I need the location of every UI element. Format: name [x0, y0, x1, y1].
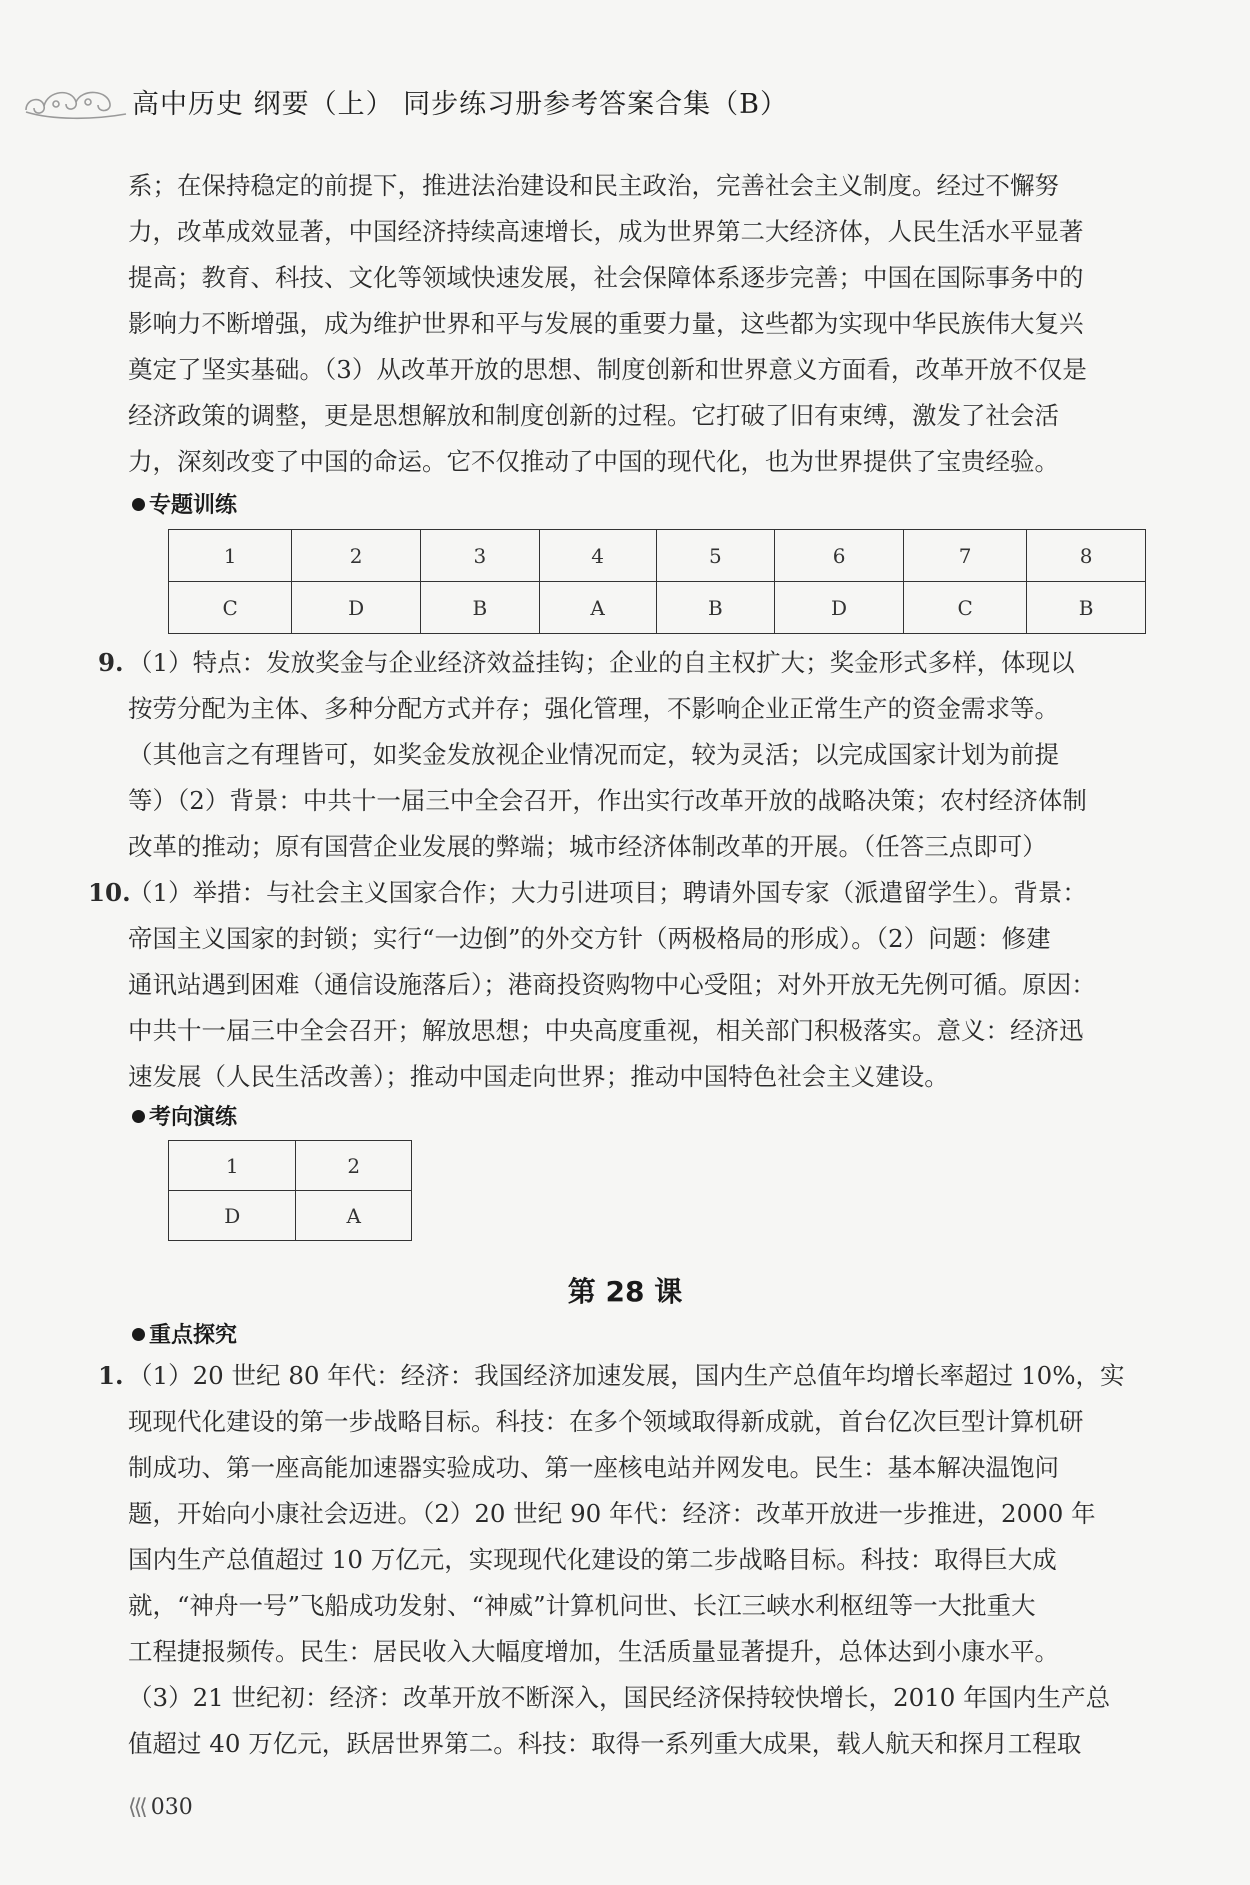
lesson-title: 第 28 课 [567, 1275, 683, 1308]
text-line: 改革的推动；原有国营企业发展的弊端；城市经济体制改革的开展。（任答三点即可） [128, 832, 1047, 861]
table-cell: A [296, 1191, 412, 1241]
table-cell: B [656, 582, 775, 634]
text-line: 经济政策的调整，更是思想解放和制度创新的过程。它打破了旧有束缚，激发了社会活 [128, 401, 1059, 430]
text-line: 力，深刻改变了中国的命运。它不仅推动了中国的现代化，也为世界提供了宝贵经验。 [128, 447, 1059, 476]
answer-table-special-training [168, 529, 1146, 634]
question-number: 1. [98, 1361, 124, 1390]
table-cell: B [1027, 582, 1146, 634]
page-footer [128, 1795, 193, 1820]
text-line: 力，改革成效显著，中国经济持续高速增长，成为世界第二大经济体，人民生活水平显著 [128, 217, 1084, 246]
text-line: （1）举措：与社会主义国家合作；大力引进项目；聘请外国专家（派遣留学生）。背景： [128, 878, 1087, 907]
table-cell: B [421, 582, 540, 634]
intro-paragraph [128, 163, 1143, 485]
answer-table-exam-practice [168, 1140, 412, 1241]
table-cell: 3 [421, 530, 540, 582]
table-row-numbers [169, 1141, 412, 1191]
question-9 [98, 640, 1143, 870]
text-line: （1）20 世纪 80 年代：经济：我国经济加速发展，国内生产总值年均增长率超过 10%，实 [128, 1361, 1125, 1390]
bullet-icon [132, 1328, 145, 1341]
section-heading-exam-practice: 考向演练 [132, 1100, 237, 1131]
text-line: 国内生产总值超过 10 万亿元，实现现代化建设的第二步战略目标。科技：取得巨大成 [128, 1545, 1057, 1574]
table-cell: 4 [539, 530, 656, 582]
text-line: 中共十一届三中全会召开；解放思想；中央高度重视，相关部门积极落实。意义：经济迅 [128, 1016, 1084, 1045]
header-title: 高中历史 纲要（上） 同步练习册参考答案合集（B） [132, 89, 789, 120]
text-line: 制成功、第一座高能加速器实验成功、第一座核电站并网发电。民生：基本解决温饱问 [128, 1453, 1059, 1482]
table-cell: 1 [169, 1141, 296, 1191]
question-1 [98, 1353, 1143, 1767]
table-cell: C [903, 582, 1026, 634]
text-line: 按劳分配为主体、多种分配方式并存；强化管理，不影响企业正常生产的资金需求等。 [128, 694, 1059, 723]
table-cell: 2 [292, 530, 421, 582]
text-line: 工程捷报频传。民生：居民收入大幅度增加，生活质量显著提升，总体达到小康水平。 [128, 1637, 1059, 1666]
text-line: 影响力不断增强，成为维护世界和平与发展的重要力量，这些都为实现中华民族伟大复兴 [128, 309, 1084, 338]
question-number: 9. [98, 648, 124, 677]
text-line: 值超过 40 万亿元，跃居世界第二。科技：取得一系列重大成果，载人航天和探月工程取 [128, 1729, 1082, 1758]
text-line: 题，开始向小康社会迈进。（2）20 世纪 90 年代：经济：改革开放进一步推进，2000 年 [128, 1499, 1096, 1528]
text-line: 等）（2）背景：中共十一届三中全会召开，作出实行改革开放的战略决策；农村经济体制 [128, 786, 1087, 815]
text-line: 奠定了坚实基础。（3）从改革开放的思想、制度创新和世界意义方面看，改革开放不仅是 [128, 355, 1087, 384]
text-line: 就，“神舟一号”飞船成功发射、“神威”计算机问世、长江三峡水利枢纽等一大批重大 [128, 1591, 1036, 1620]
bullet-icon [132, 1110, 145, 1123]
text-line: 帝国主义国家的封锁；实行“一边倒”的外交方针（两极格局的形成）。（2）问题：修建 [128, 924, 1051, 953]
section-heading-special-training: 专题训练 [132, 488, 237, 519]
cloud-ornament-icon [22, 80, 132, 130]
question-number: 10. [88, 878, 131, 907]
bullet-icon [132, 498, 145, 511]
section-heading-key-inquiry: 重点探究 [132, 1318, 237, 1349]
table-cell: 2 [296, 1141, 412, 1191]
text-line: （3）21 世纪初：经济：改革开放不断深入，国民经济保持较快增长，2010 年国内生产总 [128, 1683, 1111, 1712]
table-row-answers [169, 582, 1146, 634]
table-cell: 5 [656, 530, 775, 582]
table-row-numbers [169, 530, 1146, 582]
question-10 [88, 870, 1143, 1100]
table-cell: A [539, 582, 656, 634]
page-header [22, 80, 1172, 130]
text-line: 提高；教育、科技、文化等领域快速发展，社会保障体系逐步完善；中国在国际事务中的 [128, 263, 1084, 292]
table-row-answers [169, 1191, 412, 1241]
table-cell: 8 [1027, 530, 1146, 582]
table-cell: 1 [169, 530, 292, 582]
page-number: 030 [150, 1795, 193, 1820]
table-cell: C [169, 582, 292, 634]
text-line: （1）特点：发放奖金与企业经济效益挂钩；企业的自主权扩大；奖金形式多样，体现以 [128, 648, 1075, 677]
text-line: 速发展（人民生活改善）；推动中国走向世界；推动中国特色社会主义建设。 [128, 1062, 949, 1091]
table-cell: D [775, 582, 904, 634]
chevron-left-icon: ⟨⟨⟨ [128, 1795, 145, 1820]
table-cell: 6 [775, 530, 904, 582]
text-line: 现现代化建设的第一步战略目标。科技：在多个领域取得新成就，首台亿次巨型计算机研 [128, 1407, 1084, 1436]
table-cell: D [169, 1191, 296, 1241]
table-cell: 7 [903, 530, 1026, 582]
text-line: 系；在保持稳定的前提下，推进法治建设和民主政治，完善社会主义制度。经过不懈努 [128, 171, 1059, 200]
text-line: 通讯站遇到困难（通信设施落后）；港商投资购物中心受阻；对外开放无先例可循。原因： [128, 970, 1096, 999]
table-cell: D [292, 582, 421, 634]
text-line: （其他言之有理皆可，如奖金发放视企业情况而定，较为灵活；以完成国家计划为前提 [128, 740, 1059, 769]
